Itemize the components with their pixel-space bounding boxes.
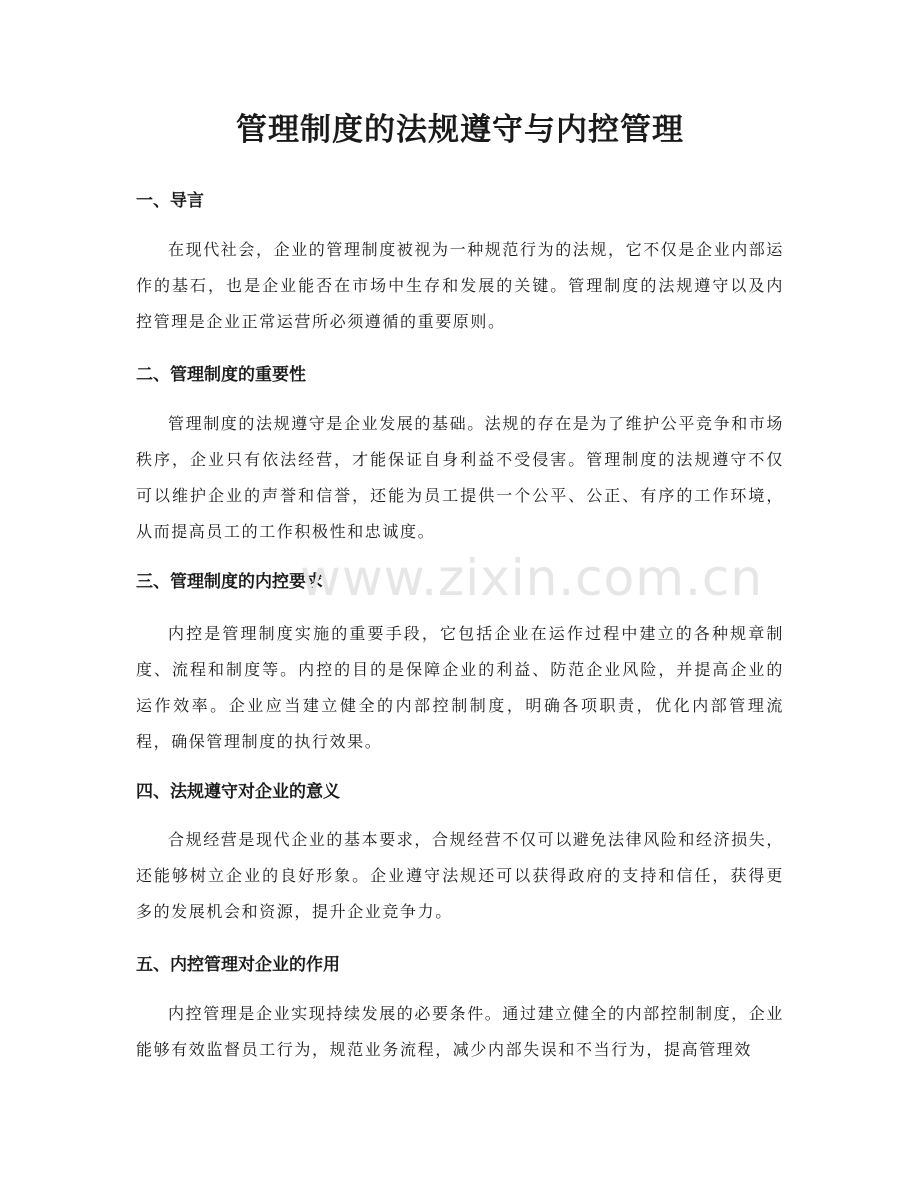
watermark: www.zixin.com.cn [300,549,764,607]
section-paragraph-intro: 在现代社会，企业的管理制度被视为一种规范行为的法规，它不仅是企业内部运作的基石，也是企业能否在市场中生存和发展的关键。管理制度的法规遵守以及内控管理是企业正常运营所必须遵循的重要原则。 [136,240,785,331]
section-paragraph-internal-control: 内控是管理制度实施的重要手段，它包括企业在运作过程中建立的各种规章制度、流程和制度等。内控的目的是保障企业的利益、防范企业风险，并提高企业的运作效率。企业应当建立健全的内部控制制度，明确各项职责，优化内部管理流程，确保管理制度的执行效果。 [136,624,784,751]
section-heading-compliance: 四、法规遵守对企业的意义 [136,782,340,802]
section-paragraph-control-role: 内控管理是企业实现持续发展的必要条件。通过建立健全的内部控制制度，企业能够有效监督员工行为，规范业务流程，减少内部失误和不当行为，提高管理效 [136,1004,785,1059]
section-heading-control-role: 五、内控管理对企业的作用 [136,955,340,975]
section-paragraph-compliance: 合规经营是现代企业的基本要求，合规经营不仅可以避免法律风险和经济损失，还能够树立企业的良好形象。企业遵守法规还可以获得政府的支持和信任，获得更多的发展机会和资源，提升企业竞争力。 [136,830,785,921]
section-heading-importance: 二、管理制度的重要性 [136,365,306,385]
page-title: 管理制度的法规遵守与内控管理 [236,112,684,148]
section-heading-intro: 一、导言 [136,191,204,211]
section-paragraph-importance: 管理制度的法规遵守是企业发展的基础。法规的存在是为了维护公平竞争和市场秩序，企业只有依法经营，才能保证自身利益不受侵害。管理制度的法规遵守不仅可以维护企业的声誉和信誉，还能为员工提供一个公平、公正、有序的工作环境，从而提高员工的工作积极性和忠诚度。 [136,414,785,541]
section-heading-internal-control: 三、管理制度的内控要求 [136,572,323,592]
